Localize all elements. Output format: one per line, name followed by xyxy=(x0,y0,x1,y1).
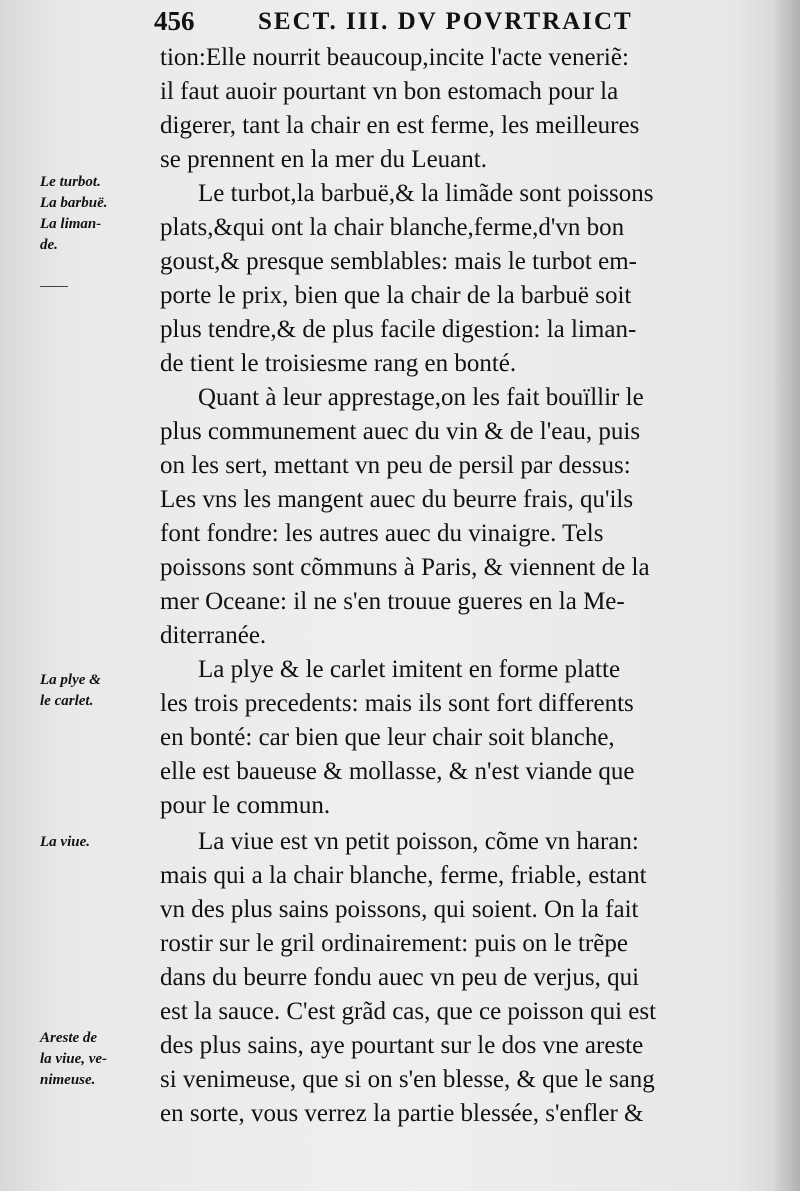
margin-rule xyxy=(40,286,68,287)
margin-note-line: nimeuse. xyxy=(40,1072,96,1088)
text-line: en sorte, vous verrez la partie blessée, s'enfler & xyxy=(160,1100,644,1127)
text-line: mer Oceane: il ne s'en trouue gueres en la Me- xyxy=(160,588,625,615)
text-line: porte le prix, bien que la chair de la barbuë soit xyxy=(160,282,632,309)
text-line: Les vns les mangent auec du beurre frais, qu'ils xyxy=(160,486,634,513)
text-line: dans du beurre fondu auec vn peu de verjus, qui xyxy=(160,964,640,991)
text-line: vn des plus sains poissons, qui soient. On la fait xyxy=(160,896,639,923)
text-line: les trois precedents: mais ils sont fort differents xyxy=(160,690,634,717)
text-line: mais qui a la chair blanche, ferme, friable, estant xyxy=(160,862,647,889)
text-line: plus tendre,& de plus facile digestion: la liman- xyxy=(160,316,637,343)
text-line-paragraph-start: Quant à leur apprestage,on les fait bouïllir le xyxy=(198,384,644,411)
text-line: est la sauce. C'est grãd cas, que ce poisson qui est xyxy=(160,998,657,1025)
margin-note-line: le carlet. xyxy=(40,693,94,709)
text-line: poissons sont cõmmuns à Paris, & viennent de la xyxy=(160,554,650,581)
text-line: pour le commun. xyxy=(160,792,331,819)
page-number: 456 xyxy=(154,6,195,36)
text-line-paragraph-start: Le turbot,la barbuë,& la limãde sont poissons xyxy=(198,180,654,207)
text-line: en bonté: car bien que leur chair soit blanche, xyxy=(160,724,615,751)
margin-note-line: La barbuë. xyxy=(40,195,108,211)
margin-note-areste xyxy=(40,1028,152,1091)
text-line: goust,& presque semblables: mais le turbot em- xyxy=(160,248,637,275)
margin-note-line: de. xyxy=(40,237,58,253)
margin-note-line: Le turbot. xyxy=(40,174,101,190)
margin-note-line: La viue. xyxy=(40,834,90,850)
margin-note-line: la viue, ve- xyxy=(40,1051,108,1067)
margin-note-line: La plye & xyxy=(40,672,101,688)
margin-note-plye xyxy=(40,670,152,712)
text-line: on les sert, mettant vn peu de persil par dessus: xyxy=(160,452,631,479)
text-line: de tient le troisiesme rang en bonté. xyxy=(160,350,517,377)
page-header xyxy=(154,4,764,40)
running-head: SECT. III. DV POVRTRAICT xyxy=(258,8,633,35)
text-line-paragraph-start: La plye & le carlet imitent en forme platte xyxy=(198,656,621,683)
margin-note-line: La liman- xyxy=(40,216,102,232)
text-line: des plus sains, aye pourtant sur le dos vne areste xyxy=(160,1032,644,1059)
text-line: plats,&qui ont la chair blanche,ferme,d'vn bon xyxy=(160,214,625,241)
text-line: digerer, tant la chair en est ferme, les meilleures xyxy=(160,112,640,139)
text-line: il faut auoir pourtant vn bon estomach pour la xyxy=(160,78,619,105)
text-line: diterranée. xyxy=(160,622,267,649)
text-line: si venimeuse, que si on s'en blesse, & que le sang xyxy=(160,1066,655,1093)
margin-note-turbot xyxy=(40,172,152,256)
margin-note-viue xyxy=(40,832,152,853)
text-line: tion:Elle nourrit beaucoup,incite l'acte veneriẽ: xyxy=(160,44,629,71)
text-line-paragraph-start: La viue est vn petit poisson, cõme vn haran: xyxy=(198,828,639,855)
text-line: rostir sur le gril ordinairement: puis on le trẽpe xyxy=(160,930,628,957)
text-line: font fondre: les autres auec du vinaigre. Tels xyxy=(160,520,604,547)
margin-note-line: Areste de xyxy=(40,1030,98,1046)
text-line: elle est baueuse & mollasse, & n'est viande que xyxy=(160,758,635,785)
text-line: plus communement auec du vin & de l'eau, puis xyxy=(160,418,641,445)
text-line: se prennent en la mer du Leuant. xyxy=(160,146,487,173)
